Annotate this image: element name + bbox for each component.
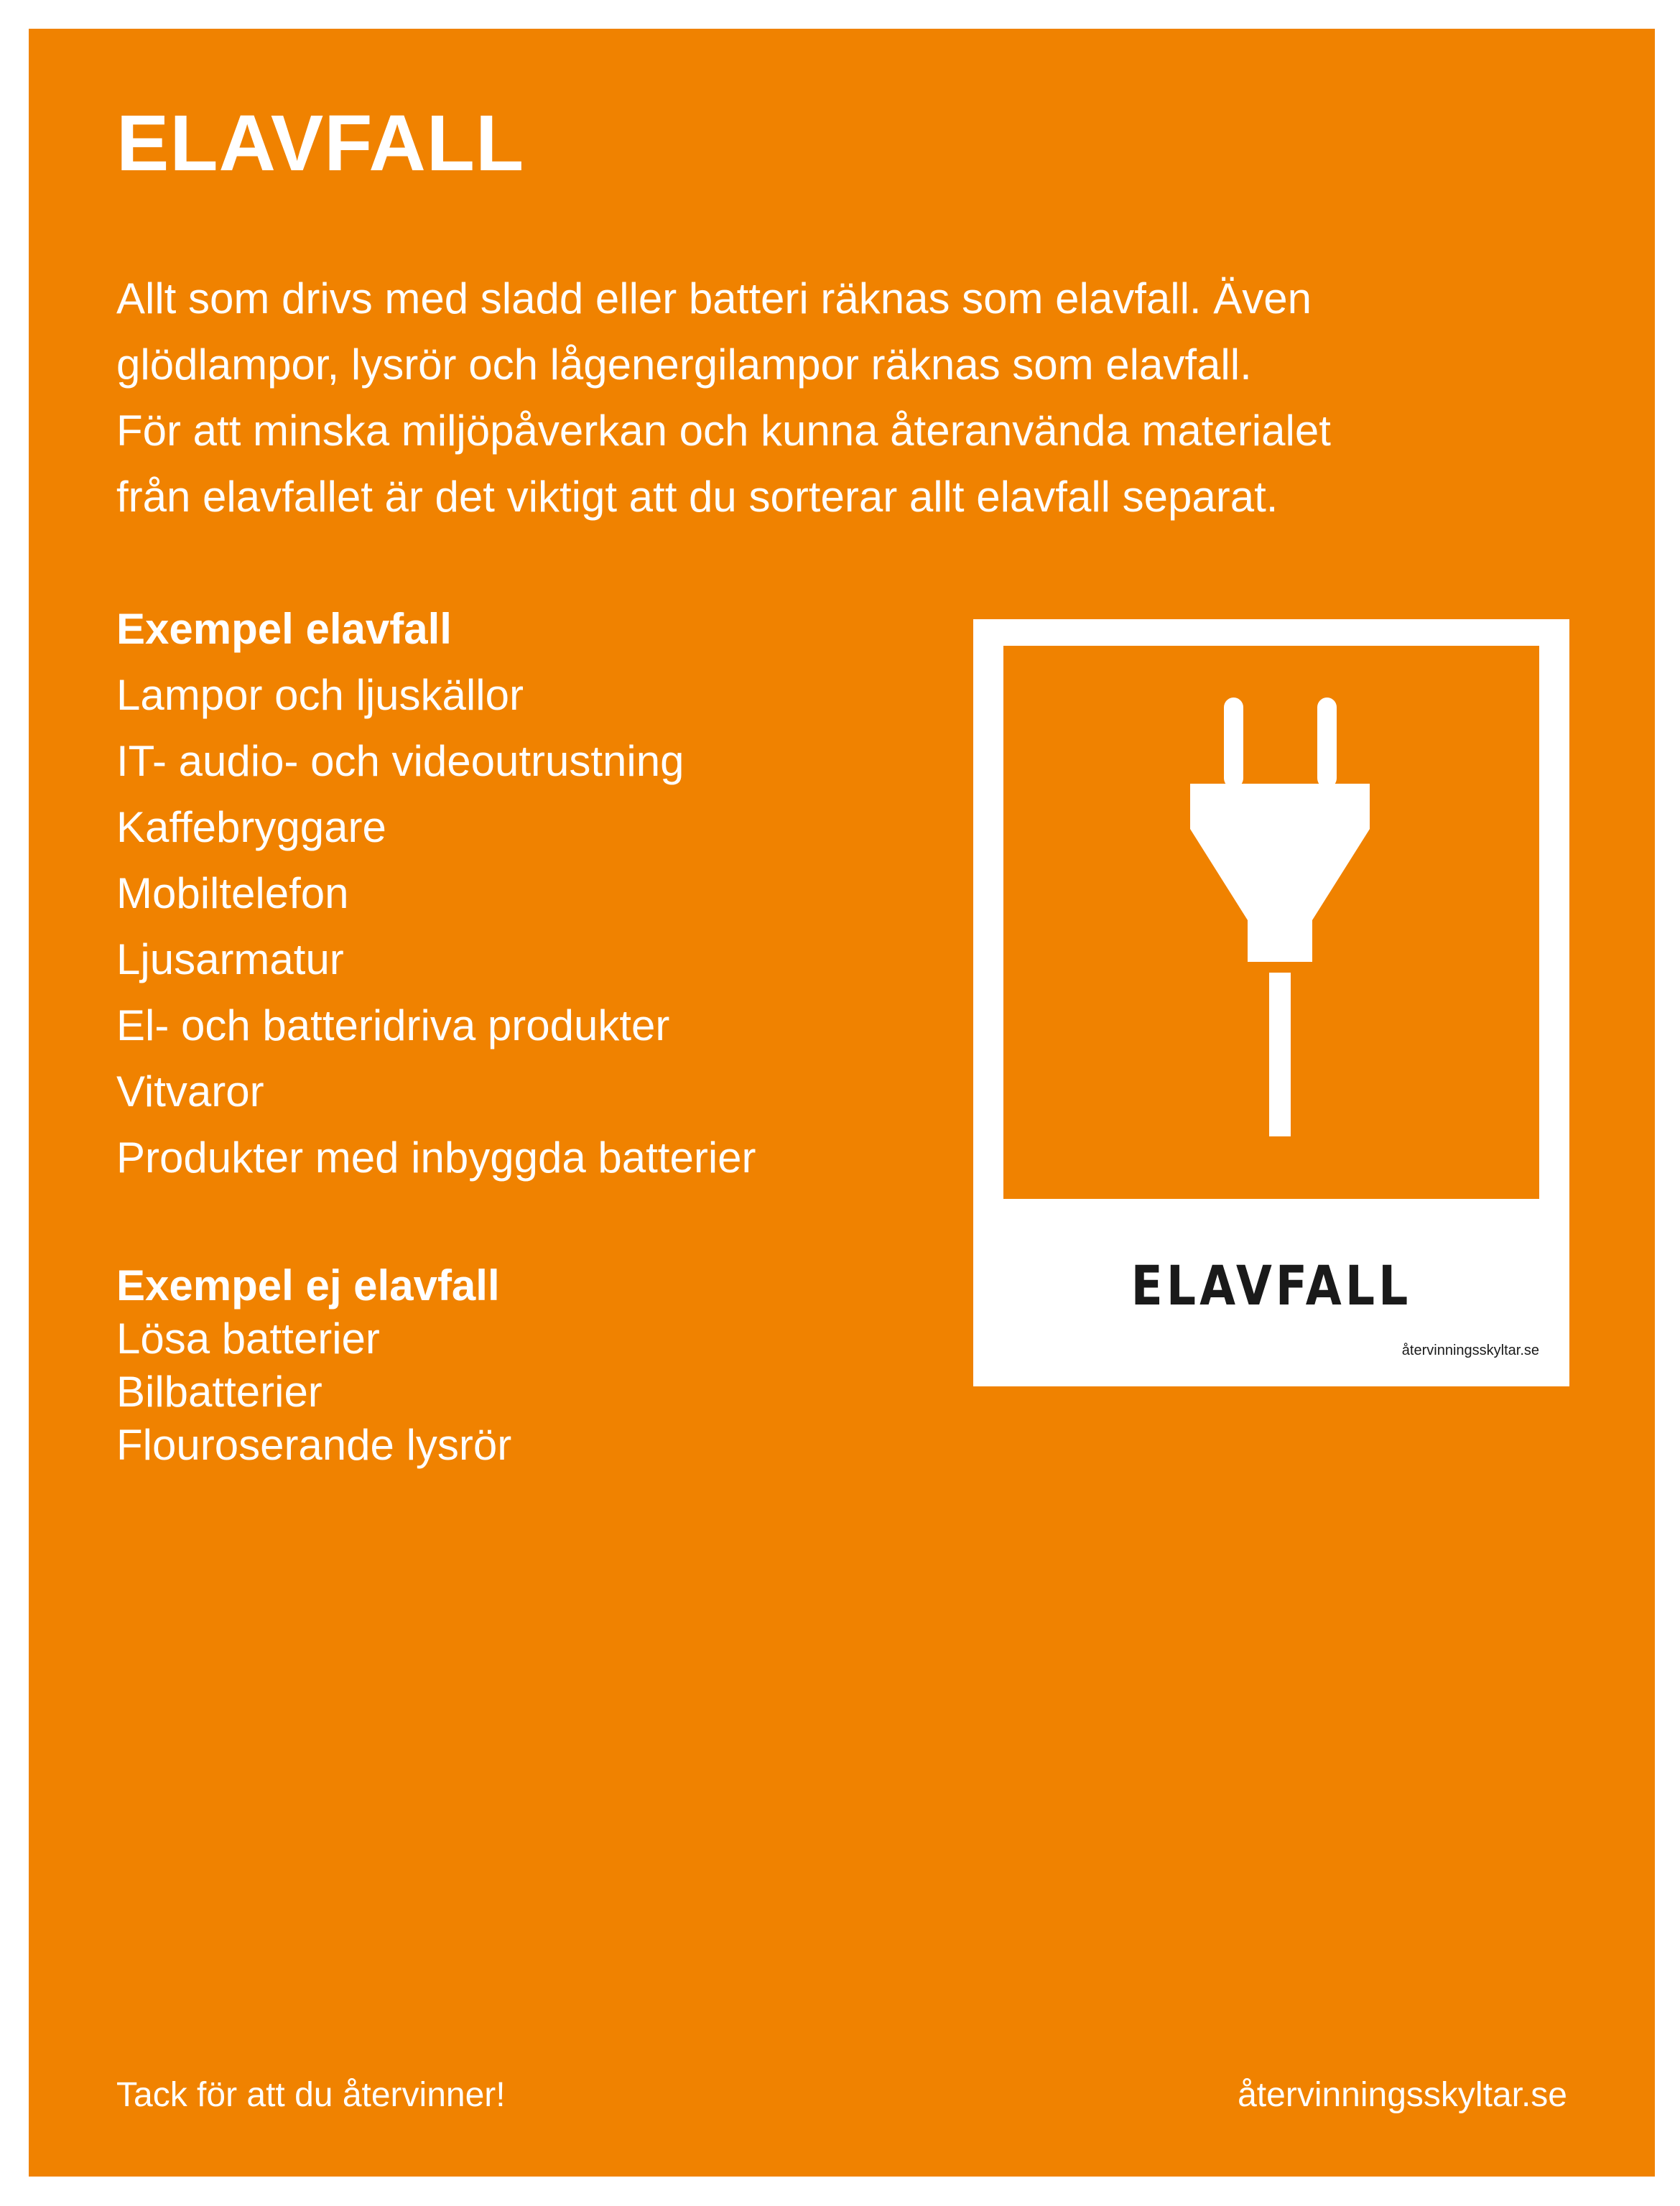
list-item: El- och batteridriva produkter <box>116 1001 670 1049</box>
list-item: Vitvaror <box>116 1067 264 1116</box>
page-title: ELAVFALL <box>116 99 525 187</box>
sign-url: återvinningsskyltar.se <box>1401 1343 1539 1358</box>
intro-line: glödlampor, lysrör och lågenergilampor räknas som elavfall. <box>116 340 1252 389</box>
list-item: Flouroserande lysrör <box>116 1421 512 1469</box>
footer-url: återvinningsskyltar.se <box>1238 2076 1567 2114</box>
non-examples-list <box>116 1259 511 1472</box>
list-item: Mobiltelefon <box>116 869 349 917</box>
intro-line: För att minska miljöpåverkan och kunna återanvända materialet <box>116 407 1331 455</box>
list-item: IT- audio- och videoutrustning <box>116 737 684 785</box>
intro-text <box>116 266 1589 530</box>
non-examples-heading: Exempel ej elavfall <box>116 1261 500 1310</box>
intro-line: från elavfallet är det viktigt att du sorterar allt elavfall separat. <box>116 473 1278 521</box>
list-item: Lösa batterier <box>116 1315 380 1363</box>
recycling-sign <box>973 619 1569 1386</box>
sign-icon-panel <box>1003 646 1539 1199</box>
plug-icon <box>1003 646 1539 1199</box>
poster <box>29 29 1655 2177</box>
list-item: Kaffebryggare <box>116 803 386 851</box>
list-item: Bilbatterier <box>116 1368 322 1416</box>
list-item: Lampor och ljuskällor <box>116 671 524 719</box>
examples-heading: Exempel elavfall <box>116 605 452 653</box>
list-item: Ljusarmatur <box>116 935 344 983</box>
footer-thanks: Tack för att du återvinner! <box>116 2076 506 2114</box>
list-item: Produkter med inbyggda batterier <box>116 1134 756 1182</box>
intro-line: Allt som drivs med sladd eller batteri räknas som elavfall. Även <box>116 274 1312 323</box>
sign-title: ELAVFALL <box>1131 1253 1412 1317</box>
examples-list <box>116 596 756 1191</box>
